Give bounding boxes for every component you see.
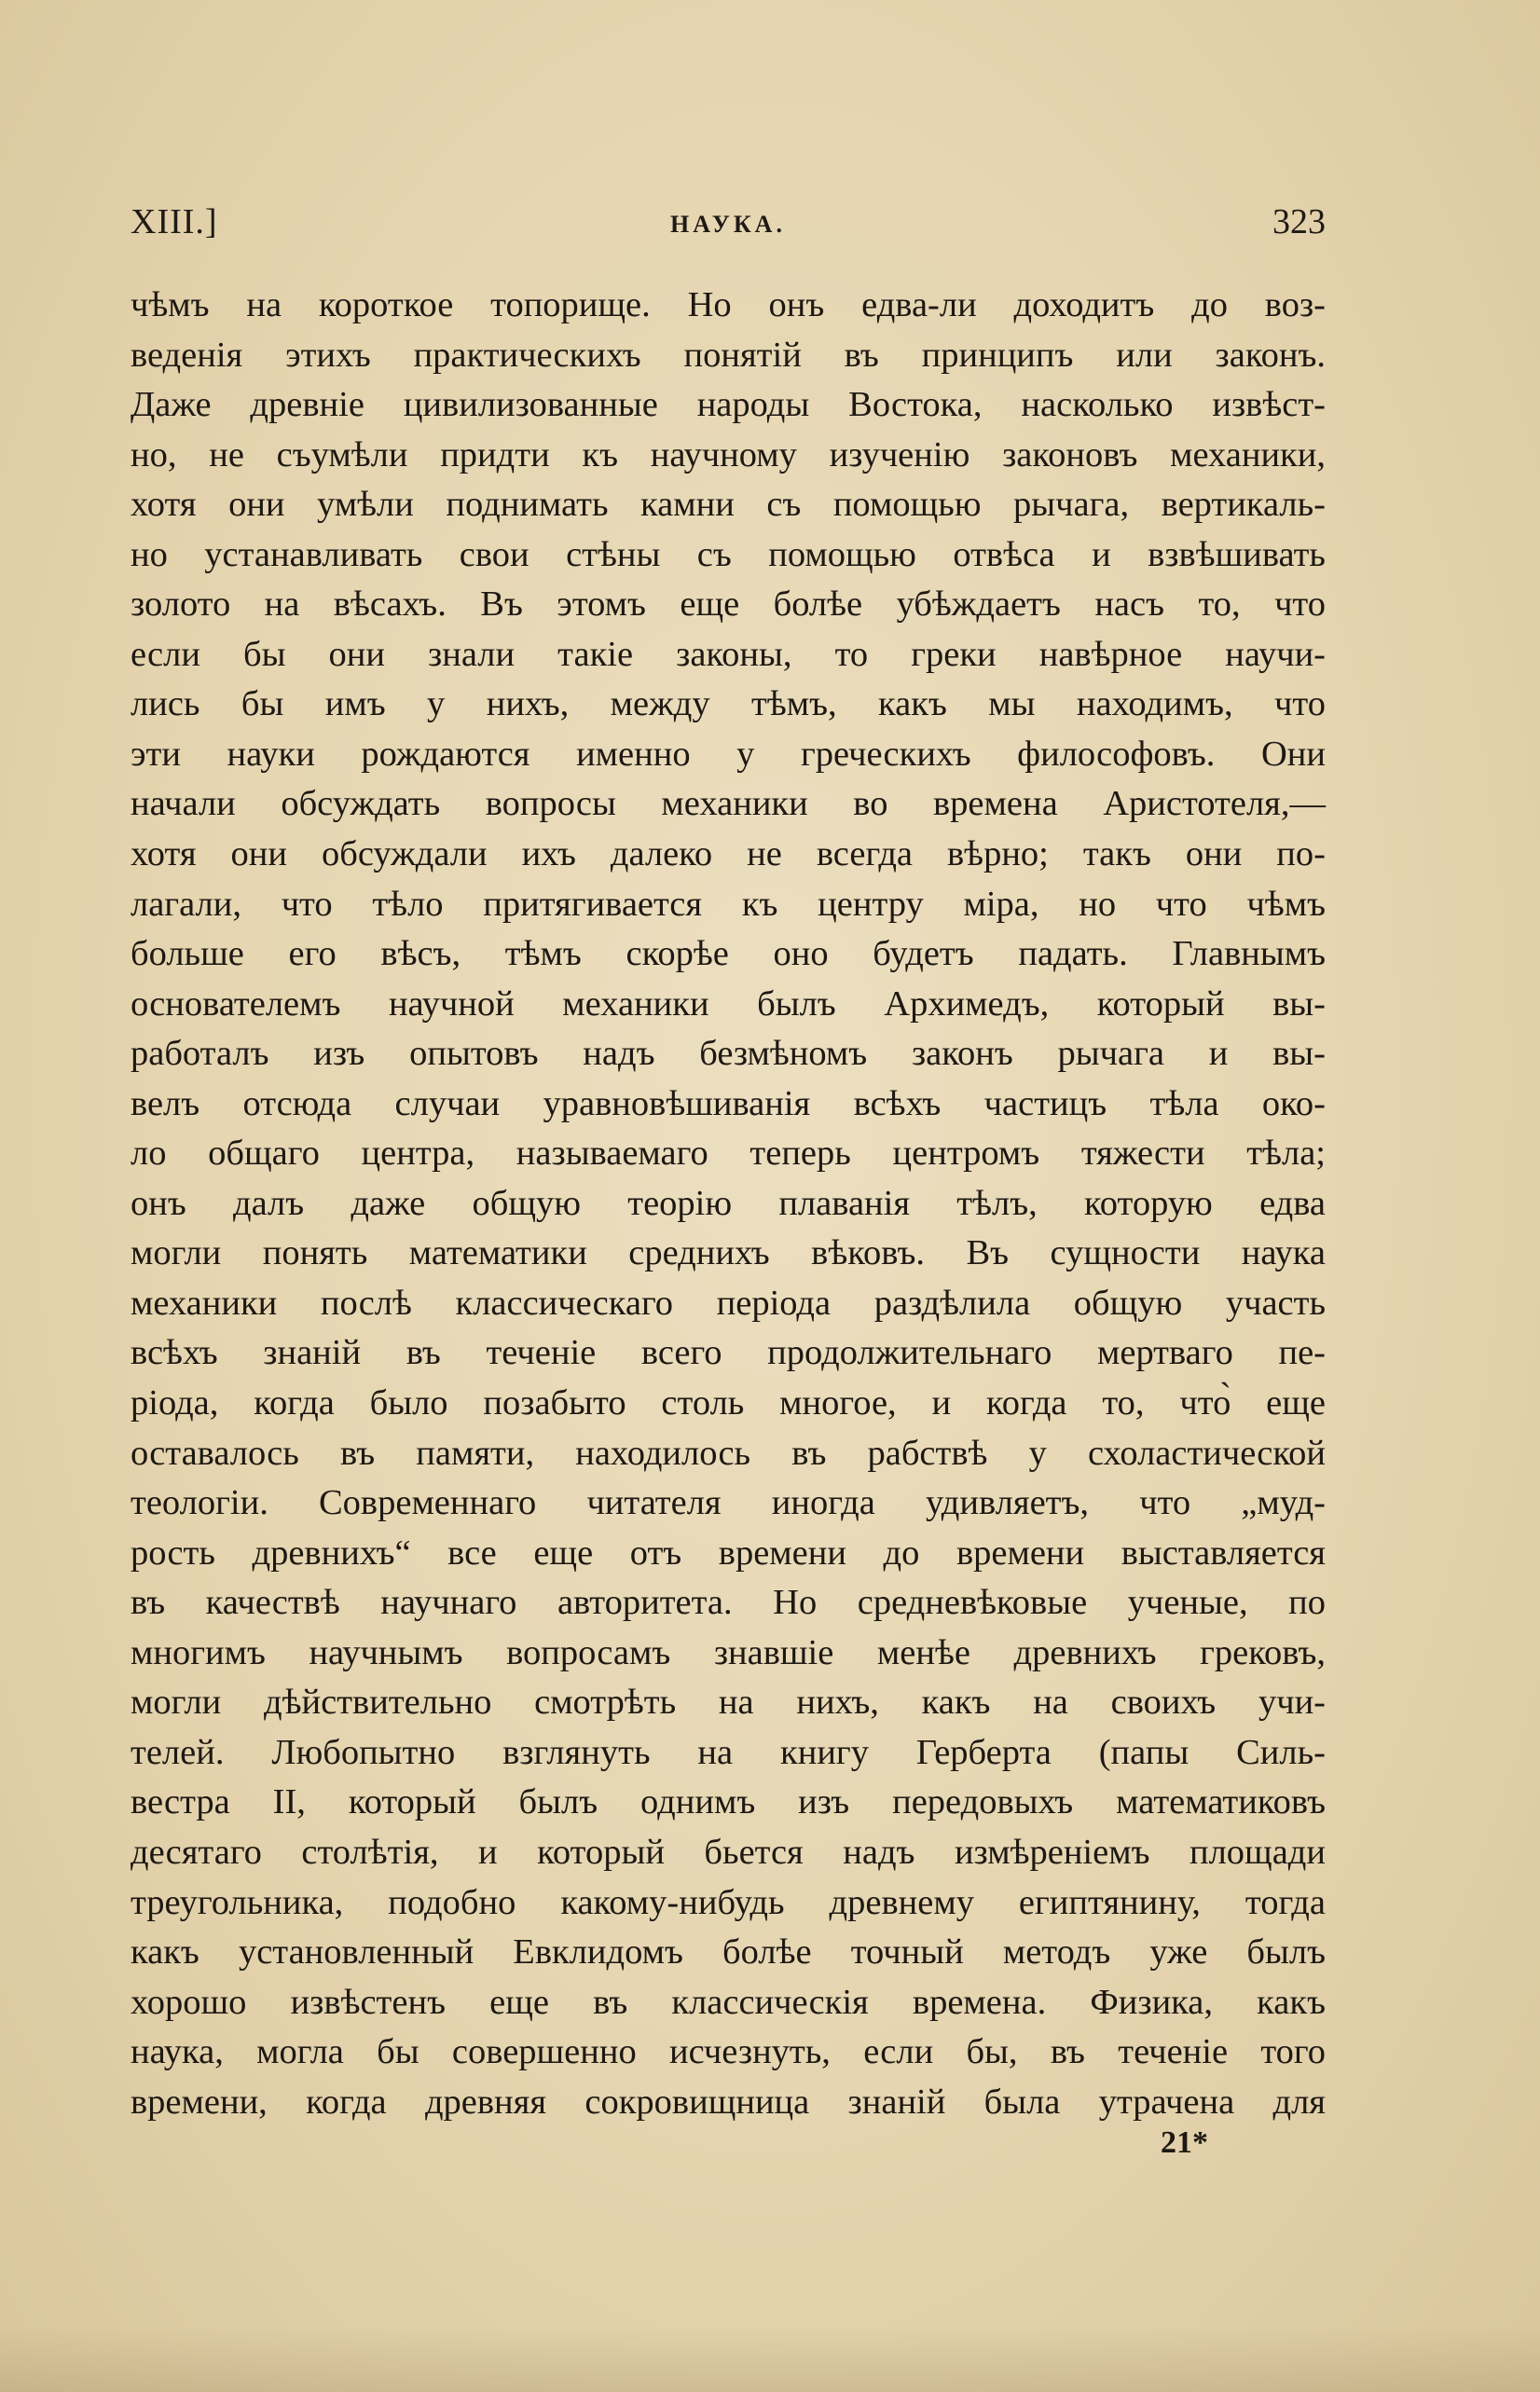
- text-line: рость древнихъ“ все еще отъ времени до времени выставляется: [131, 1533, 1326, 1573]
- running-title: НАУКА.: [670, 211, 786, 238]
- text-line: но, не съумѣли придти къ научному изученію законовъ механики,: [131, 434, 1326, 474]
- text-line: работалъ изъ опытовъ надъ безмѣномъ законъ рычага и вы-: [131, 1034, 1326, 1074]
- text-line: десятаго столѣтія, и который бьется надъ измѣреніемъ площади: [131, 1832, 1326, 1872]
- body-text: [131, 281, 1326, 2127]
- text-line: могли дѣйствительно смотрѣть на нихъ, какъ на своихъ учи-: [131, 1683, 1326, 1723]
- text-line: эти науки рождаются именно у греческихъ философовъ. Они: [131, 734, 1326, 774]
- text-line: но устанавливать свои стѣны съ помощью отвѣса и взвѣшивать: [131, 534, 1326, 574]
- text-line: хотя они обсуждали ихъ далеко не всегда вѣрно; такъ они по-: [131, 834, 1326, 874]
- text-line: лись бы имъ у нихъ, между тѣмъ, какъ мы находимъ, что: [131, 684, 1326, 724]
- text-line: хорошо извѣстенъ еще въ классическія времена. Физика, какъ: [131, 1982, 1326, 2022]
- text-line: ріода, когда было позабыто столь многое, и когда то, что̀ еще: [131, 1383, 1326, 1423]
- text-line: Даже древніе цивилизованные народы Востока, насколько извѣст-: [131, 385, 1326, 425]
- text-line: если бы они знали такіе законы, то греки навѣрное научи-: [131, 634, 1326, 674]
- page-edge-shadow: [0, 2327, 1540, 2392]
- text-line: какъ установленный Евклидомъ болѣе точный методъ уже былъ: [131, 1932, 1326, 1973]
- text-line: телей. Любопытно взглянуть на книгу Герберта (папы Силь-: [131, 1732, 1326, 1772]
- text-line: всѣхъ знаній въ теченіе всего продолжительнаго мертваго пе-: [131, 1333, 1326, 1373]
- page-number: 323: [1272, 202, 1326, 241]
- chapter-marker: XIII.]: [131, 202, 218, 241]
- text-line: наука, могла бы совершенно исчезнуть, если бы, въ теченіе того: [131, 2032, 1326, 2072]
- text-line: вестра II, который былъ однимъ изъ передовыхъ математиковъ: [131, 1782, 1326, 1822]
- text-line: начали обсуждать вопросы механики во времена Аристотеля,—: [131, 784, 1326, 824]
- text-line: теологіи. Современнаго читателя иногда удивляетъ, что „муд-: [131, 1483, 1326, 1523]
- text-line: онъ далъ даже общую теорію плаванія тѣлъ, которую едва: [131, 1183, 1326, 1223]
- text-line: въ качествѣ научнаго авторитета. Но средневѣковые ученые, по: [131, 1583, 1326, 1623]
- text-line: лагали, что тѣло притягивается къ центру міра, но что чѣмъ: [131, 884, 1326, 924]
- text-line: золото на вѣсахъ. Въ этомъ еще болѣе убѣждаетъ насъ то, что: [131, 584, 1326, 625]
- text-line: многимъ научнымъ вопросамъ знавшіе менѣе древнихъ грековъ,: [131, 1632, 1326, 1672]
- text-line: времени, когда древняя сокровищница знаній была утрачена для: [131, 2082, 1326, 2122]
- text-line: треугольника, подобно какому-нибудь древнему египтянину, тогда: [131, 1882, 1326, 1922]
- text-line: механики послѣ классическаго періода раздѣлила общую участь: [131, 1283, 1326, 1323]
- running-header: [131, 201, 1326, 257]
- text-line: ло общаго центра, называемаго теперь центромъ тяжести тѣла;: [131, 1134, 1326, 1174]
- signature-mark: 21*: [1161, 2125, 1208, 2160]
- text-line: чѣмъ на короткое топорище. Но онъ едва-ли доходитъ до воз-: [131, 285, 1326, 324]
- text-line: больше его вѣсъ, тѣмъ скорѣе оно будетъ падать. Главнымъ: [131, 934, 1326, 974]
- text-line: могли понять математики среднихъ вѣковъ. Въ сущности наука: [131, 1233, 1326, 1273]
- text-line: оставалось въ памяти, находилось въ рабствѣ у схоластической: [131, 1433, 1326, 1473]
- text-line: хотя они умѣли поднимать камни съ помощью рычага, вертикаль-: [131, 485, 1326, 525]
- text-line: велъ отсюда случаи уравновѣшиванія всѣхъ частицъ тѣла око-: [131, 1083, 1326, 1123]
- text-line: основателемъ научной механики былъ Архимедъ, который вы-: [131, 983, 1326, 1024]
- text-line: веденія этихъ практическихъ понятій въ принципъ или законъ.: [131, 335, 1326, 375]
